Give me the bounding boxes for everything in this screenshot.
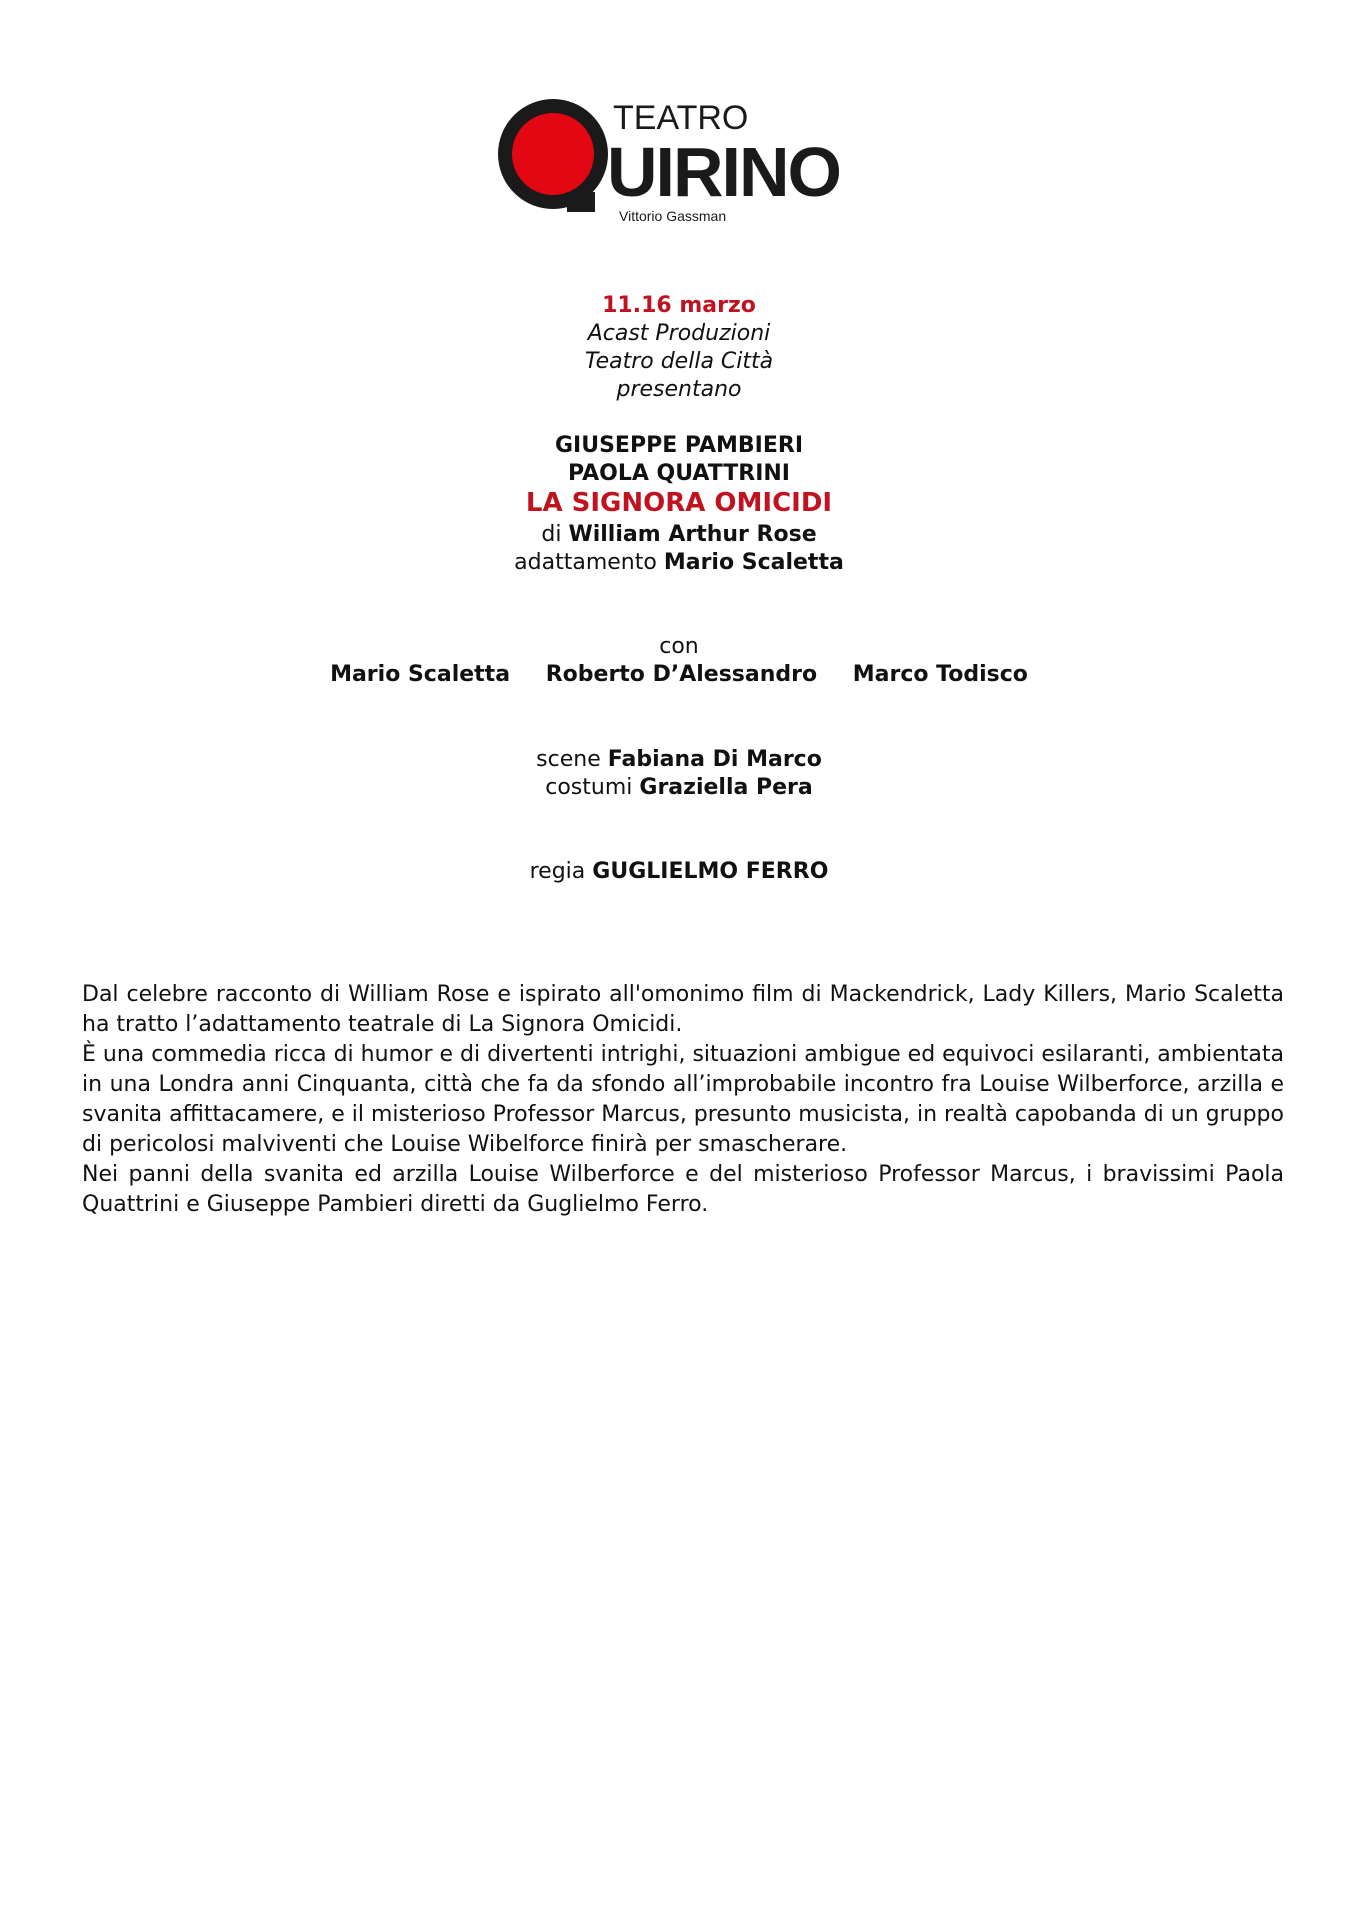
author-block	[0, 521, 1358, 577]
lead-actor-1: GIUSEPPE PAMBIERI	[554, 433, 804, 458]
cast-list	[0, 661, 1358, 689]
description-paragraph-2: È una commedia ricca di humor e di divertenti intrighi, situazioni ambigue ed equivoci esilaranti, ambientata in una Londra anni Cinquanta, città che fa da sfondo all’improbabile incontro fra Louise Wilberforce, arzilla e svanita affittacamere, e il misterioso Professor Marcus, presunto musicista, in realtà capobanda di un gruppo di pericolosi malviventi che Louise Wibelforce finirà per smascherare.	[82, 1042, 1284, 1157]
show-title: LA SIGNORA OMICIDI	[525, 488, 833, 518]
costumi-name: Graziella Pera	[639, 775, 813, 800]
director-line	[0, 858, 1358, 886]
adaptation-name: Mario Scaletta	[663, 550, 844, 575]
cast-label: con	[659, 634, 699, 659]
date-block	[0, 292, 1358, 320]
scene-line	[0, 746, 1358, 774]
logo-teatro: TEATRO	[613, 99, 749, 137]
lead-actors	[0, 432, 1358, 488]
producer-1: Acast Produzioni	[587, 321, 771, 346]
logo-quirino: UIRINO	[607, 133, 840, 211]
scene-name: Fabiana Di Marco	[607, 747, 822, 772]
cast-member: Marco Todisco	[852, 662, 1028, 687]
crew-block	[0, 746, 1358, 802]
logo-subtitle: Vittorio Gassman	[619, 208, 727, 224]
description-paragraph-1: Dal celebre racconto di William Rose e ispirato all'omonimo film di Mackendrick, Lady Killers, Mario Scaletta ha tratto l’adattamento teatrale di La Signora Omicidi.	[82, 982, 1284, 1037]
logo-q-tail	[567, 192, 595, 212]
costumi-line	[0, 774, 1358, 802]
cast-member: Roberto D’Alessandro	[545, 662, 818, 687]
description-paragraph-3: Nei panni della svanita ed arzilla Louise Wilberforce e del misterioso Professor Marcus, i bravissimi Paola Quattrini e Giuseppe Pambieri diretti da Guglielmo Ferro.	[82, 1162, 1284, 1217]
show-date: 11.16 marzo	[602, 293, 756, 318]
presenters-block	[0, 320, 1358, 404]
costumi-label: costumi	[545, 775, 633, 800]
author-line	[0, 521, 1358, 549]
scene-label: scene	[536, 747, 601, 772]
teatro-quirino-logo	[495, 96, 885, 226]
presentano-label: presentano	[616, 377, 742, 402]
cast-member: Mario Scaletta	[330, 662, 511, 687]
adaptation-prefix: adattamento	[514, 550, 657, 575]
author-name: William Arthur Rose	[568, 522, 817, 547]
producer-2: Teatro della Città	[584, 349, 774, 374]
adaptation-line	[0, 549, 1358, 577]
regia-label: regia	[529, 859, 586, 884]
lead-actor-2: PAOLA QUATTRINI	[568, 461, 790, 486]
description	[82, 980, 1284, 1220]
author-prefix: di	[541, 522, 562, 547]
regia-name: GUGLIELMO FERRO	[592, 859, 829, 884]
